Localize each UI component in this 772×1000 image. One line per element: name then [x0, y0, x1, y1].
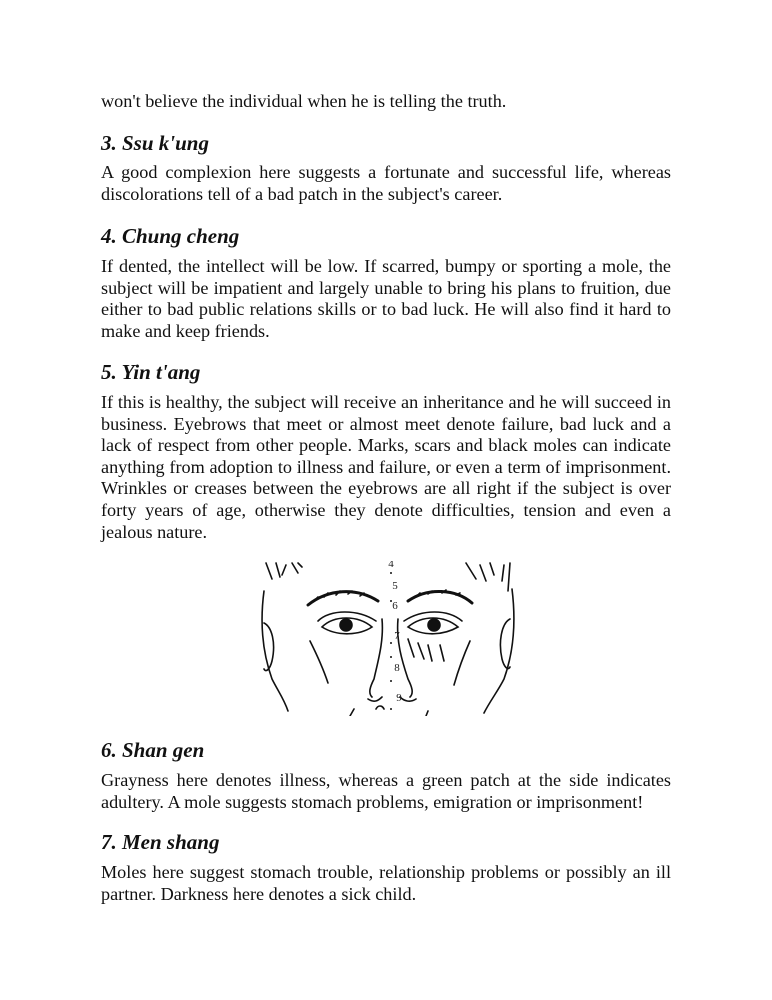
face-point-label: 7	[394, 630, 400, 642]
intro-paragraph: won't believe the individual when he is telling the truth.	[101, 91, 507, 111]
section-heading-ssu-kung: 3. Ssu k'ung	[101, 131, 209, 155]
section-body-yin-tang: If this is healthy, the subject will receive an inheritance and he will succeed in business. Eyebrows that meet or almost meet denote failure, bad luck and a lack of respect from other people. Marks, scars and black moles can indicate anything from adoption to illness and failure, or even a term of imprisonment. Wrinkles or creases between the eyebrows are all right if the subject is over forty years of age, otherwise they denote difficulties, tension and even a jealous nature.	[101, 392, 671, 542]
face-drawing	[258, 561, 516, 716]
section-body-men-shang: Moles here suggest stomach trouble, relationship problems or possibly an ill partner. Darkness here denotes a sick child.	[101, 862, 671, 904]
section-heading-yin-tang: 5. Yin t'ang	[101, 360, 201, 384]
section-heading-men-shang: 7. Men shang	[101, 830, 220, 854]
section-body-shan-gen: Grayness here denotes illness, whereas a green patch at the side indicates adultery. A mole suggests stomach problems, emigration or imprisonment!	[101, 770, 671, 812]
face-point-label: 8	[394, 662, 400, 674]
face-point-label: 6	[392, 600, 398, 612]
face-point-label: 9	[396, 692, 402, 704]
face-point-label: 5	[392, 580, 398, 592]
section-heading-shan-gen: 6. Shan gen	[101, 738, 205, 762]
section-heading-chung-cheng: 4. Chung cheng	[101, 224, 240, 248]
face-point-label: 4	[388, 561, 394, 570]
section-body-chung-cheng: If dented, the intellect will be low. If scarred, bumpy or sporting a mole, the subject will be impatient and largely unable to bring his plans to fruition, due either to bad public relations skills or to bad luck. He will also find it hard to make and keep friends.	[101, 256, 671, 341]
face-points-illustration	[258, 561, 516, 716]
section-body-ssu-kung: A good complexion here suggests a fortunate and successful life, whereas discolorations tell of a bad patch in the subject's career.	[101, 162, 671, 204]
